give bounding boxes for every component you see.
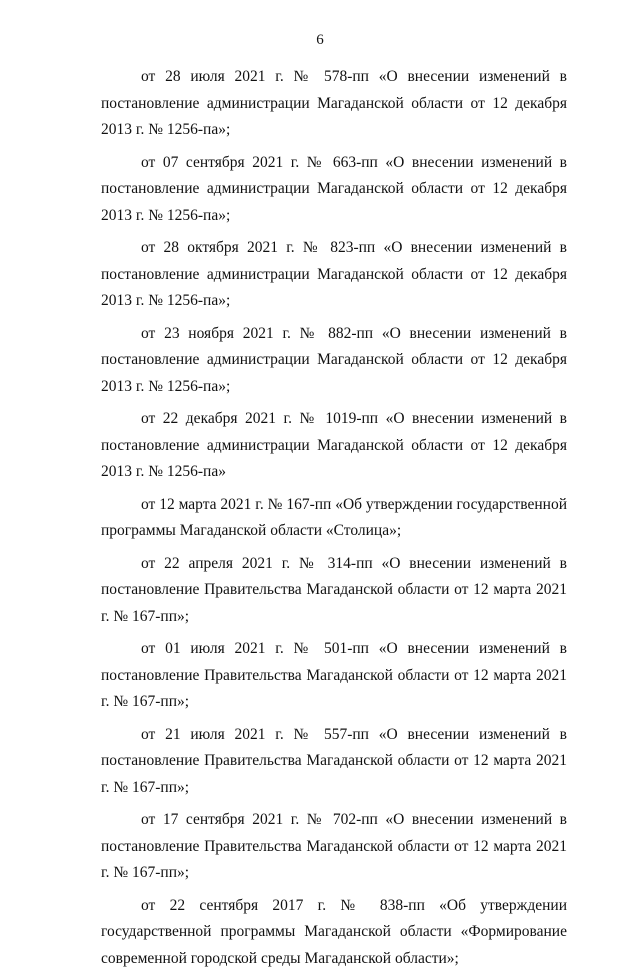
list-item: от 28 октября 2021 г. № 823-пп «О внесении изменений в постановление администрации Магаданской области от 12 декабря 2013 г. № 1256-па»; bbox=[101, 239, 567, 309]
list-item: от 22 декабря 2021 г. № 1019-пп «О внесении изменений в постановление администрации Магаданской области от 12 декабря 2013 г. № 1256-па» bbox=[101, 410, 567, 480]
list-item: от 22 сентября 2017 г. № 838-пп «Об утверждении государственной программы Магаданской области «Формирование современной городской среды Магаданской области»; bbox=[101, 896, 567, 967]
list-item: от 28 июля 2021 г. № 578-пп «О внесении изменений в постановление администрации Магаданской области от 12 декабря 2013 г. № 1256-па»; bbox=[101, 68, 567, 138]
list-item: от 22 апреля 2021 г. № 314-пп «О внесении изменений в постановление Правительства Магаданской области от 12 марта 2021 г. № 167-пп»; bbox=[101, 554, 567, 625]
list-item: от 12 марта 2021 г. № 167-пп «Об утверждении государственной программы Магаданской области «Столица»; bbox=[101, 495, 567, 539]
list-item: от 21 июля 2021 г. № 557-пп «О внесении изменений в постановление Правительства Магаданской области от 12 марта 2021 г. № 167-пп»; bbox=[101, 725, 567, 796]
list-item: от 23 ноября 2021 г. № 882-пп «О внесении изменений в постановление администрации Магаданской области от 12 декабря 2013 г. № 1256-па»; bbox=[101, 324, 567, 395]
list-item: от 07 сентября 2021 г. № 663-пп «О внесении изменений в постановление администрации Магаданской области от 12 декабря 2013 г. № 1256-па»; bbox=[101, 153, 567, 224]
document-body bbox=[101, 64, 567, 978]
list-item: от 01 июля 2021 г. № 501-пп «О внесении изменений в постановление Правительства Магаданской области от 12 марта 2021 г. № 167-пп»; bbox=[101, 640, 567, 710]
page-number: 6 bbox=[316, 32, 324, 48]
list-item: от 17 сентября 2021 г. № 702-пп «О внесении изменений в постановление Правительства Магаданской области от 12 марта 2021 г. № 167-пп»; bbox=[101, 811, 567, 881]
